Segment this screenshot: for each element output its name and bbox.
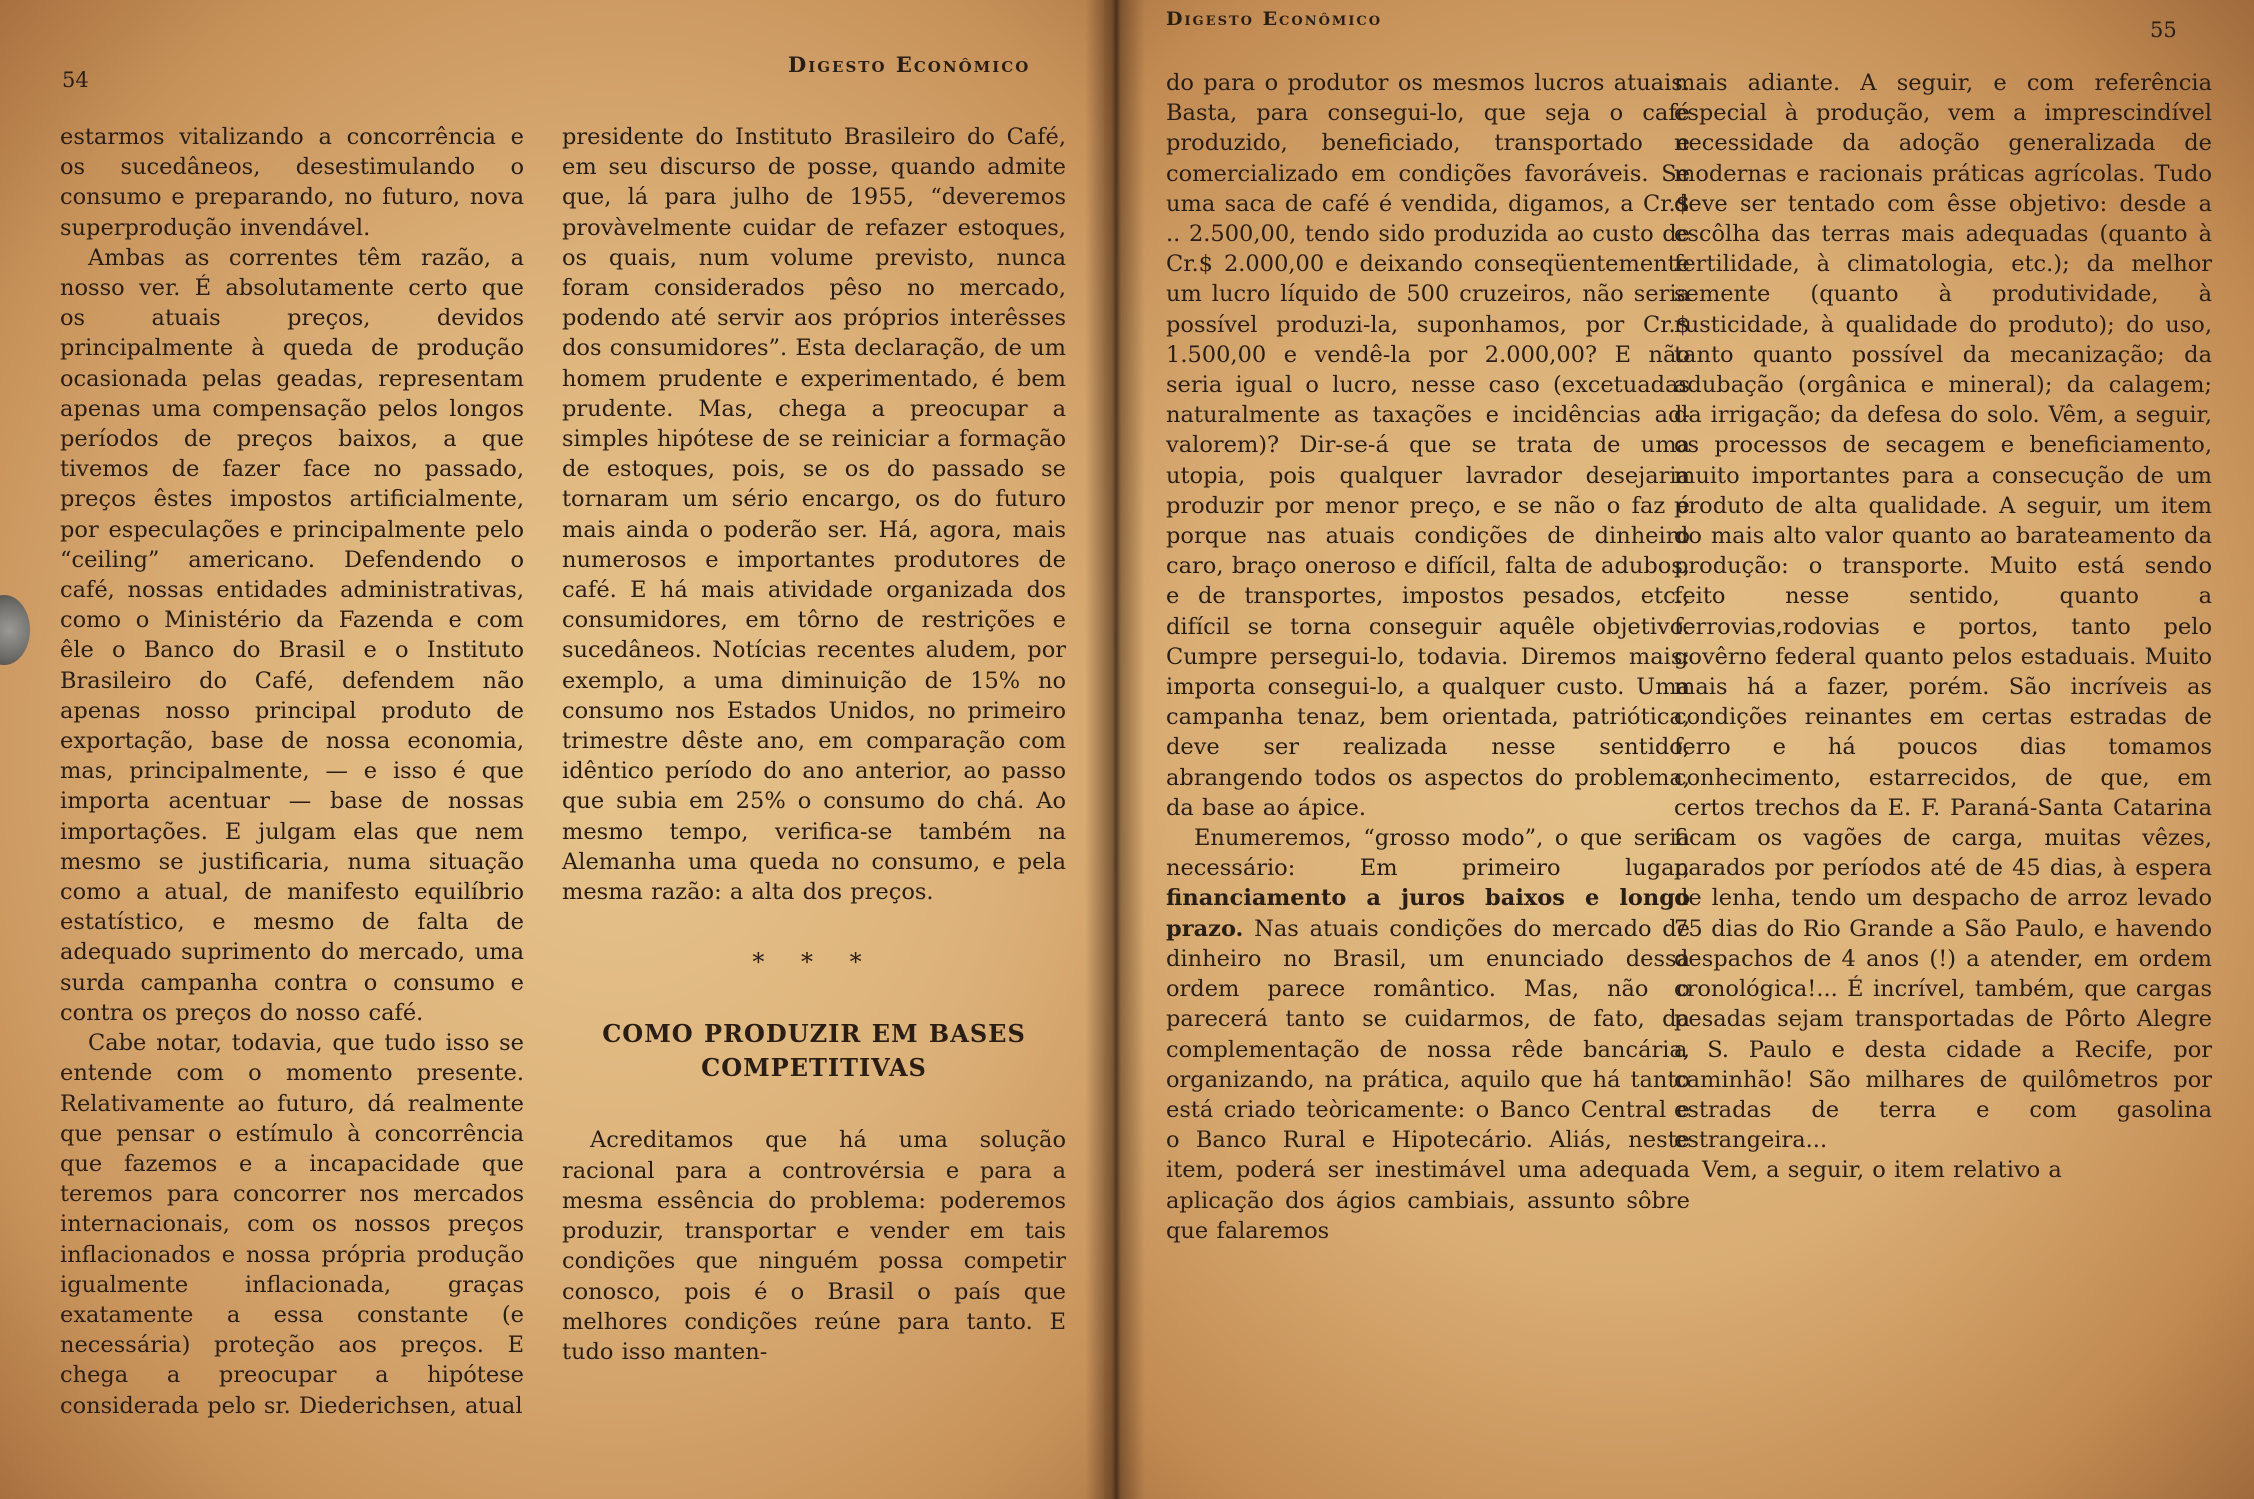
section-heading: COMO PRODUZIR EM BASES COMPETITIVAS [602,1019,1026,1083]
paragraph: Cabe notar, todavia, que tudo isso se entende com o momento presente. Relativamente ao futuro, dá realmente que pensar o estímulo à concorrência que fazemos e a incapacidade que teremos para concorrer nos mercados internacionais, com os nossos preços inflacionados e nossa própria produção igualmente inflacionada, graças exatamente a essa constante (e necessária) proteção aos preços. E chega a preocupar a hipótese considerada pelo sr. Diederichsen, atual [60,1030,524,1419]
text-run: Enumeremos, “grosso modo”, o que seria necessário: Em primeiro lugar, [1166,825,1690,882]
binder-hole [0,595,30,665]
section-separator: * * * [752,948,876,977]
right-column-1 [1166,68,1690,1246]
running-header-right: Digesto Econômico [1166,8,1383,30]
left-page [0,0,1120,1499]
paragraph: estarmos vitalizando a concorrência e os sucedâneos, desestimulando o consumo e preparando, no futuro, nova superprodução invendável. [60,124,524,241]
paragraph: presidente do Instituto Brasileiro do Café, em seu discurso de posse, quando admite que, lá para julho de 1955, “deveremos provàvelmente cuidar de refazer estoques, os quais, num volume previsto, nunca foram considerados pêso no mercado, podendo até servir aos próprios interêsses dos consumidores”. Esta declaração, de um homem prudente e experimentado, é bem prudente. Mas, chega a preocupar a simples hipótese de se reiniciar a formação de estoques, pois, se os do passado se tornaram um sério encargo, os do futuro mais ainda o poderão ser. Há, agora, mais numerosos e importantes produtores de café. E há mais atividade organizada dos consumidores, em tôrno de restrições e sucedâneos. Notícias recentes aludem, por exemplo, a uma diminuição de 15% no consumo nos Estados Unidos, no primeiro trimestre dêste ano, em comparação com idêntico período do ano anterior, ao passo que subia em 25% o consumo do chá. Ao mesmo tempo, verifica-se também na Alemanha uma queda no consumo, e pela mesma razão: a alta dos preços. [562,124,1066,906]
page-number-right: 55 [2150,18,2177,42]
left-column-1 [60,122,524,1421]
paragraph: Ambas as correntes têm razão, a nosso ver. É absolutamente certo que os atuais preços, devidos principalmente à queda de produção ocasionada pelas geadas, representam apenas uma compensação pelos longos períodos de preços baixos, a que tivemos de fazer face no passado, preços êstes impostos artificialmente, por especulações e principalmente pelo “ceiling” americano. Defendendo o café, nossas entidades administrativas, como o Ministério da Fazenda e com êle o Banco do Brasil e o Instituto Brasileiro do Café, defendem não apenas nosso principal produto de exportação, base de nossa economia, mas, principalmente, — e isso é que importa acentuar — base de nossas importações. E julgam elas que nem mesmo se justificaria, numa situação como a atual, de manifesto equilíbrio estatístico, e mesmo de falta de adequado suprimento do mercado, uma surda campanha contra o consumo e contra os preços do nosso café. [60,244,524,1026]
right-page [1104,0,2254,1499]
running-header-left: Digesto Econômico [788,52,1031,77]
right-column-2 [1674,68,2212,1186]
text-run: Nas atuais condições do mercado de dinheiro no Brasil, um enunciado dessa ordem parece romântico. Mas, não o parecerá tanto se cuidarmos, de fato, da complementação de nossa rêde bancária, organizando, na prática, aquilo que há tanto está criado teòricamente: o Banco Central e o Banco Rural e Hipotecário. Aliás, neste item, poderá ser inestimável uma adequada aplicação dos ágios cambiais, assunto sôbre que falaremos [1166,915,1690,1244]
paragraph [1166,823,1690,1246]
page-number-left: 54 [62,68,89,92]
left-column-2 [562,122,1066,1367]
bold-text: financiamento a juros baixos e longo prazo. [1166,885,1690,942]
paragraph: Acreditamos que há uma solução racional para a controvérsia e para a mesma essência do problema: poderemos produzir, transportar e vender em tais condições que ninguém possa competir conosco, pois é o Brasil o país que melhores condições reúne para tanto. E tudo isso manten- [562,1127,1066,1365]
paragraph: Vem, a seguir, o item relativo a [1702,1157,2062,1184]
paragraph: mais adiante. A seguir, e com referência especial à produção, vem a imprescindível necessidade da adoção generalizada de modernas e racionais práticas agrícolas. Tudo deve ser tentado com êsse objetivo: desde a escôlha das terras mais adequadas (quanto à fertilidade, à climatologia, etc.); da melhor semente (quanto à produtividade, à rusticidade, à qualidade do produto); do uso, tanto quanto possível da mecanização; da adubação (orgânica e mineral); da calagem; da irrigação; da defesa do solo. Vêm, a seguir, os processos de secagem e beneficiamento, muito importantes para a consecução de um produto de alta qualidade. A seguir, um item do mais alto valor quanto ao barateamento da produção: o transporte. Muito está sendo feito nesse sentido, quanto a ferrovias,rodovias e portos, tanto pelo govêrno federal quanto pelos estaduais. Muito mais há a fazer, porém. São incríveis as condições reinantes em certas estradas de ferro e há poucos dias tomamos conhecimento, estarrecidos, de que, em certos trechos da E. F. Paraná-Santa Catarina ficam os vagões de carga, muitas vêzes, parados por períodos até de 45 dias, à espera de lenha, tendo um despacho de arroz levado 75 dias do Rio Grande a São Paulo, e havendo despachos de 4 anos (!) a atender, em ordem cronológica!... É incrível, também, que cargas pesadas sejam transportadas de Pôrto Alegre a S. Paulo e desta cidade a Recife, por caminhão! São milhares de quilômetros por estradas de terra e com gasolina estrangeira... [1674,70,2212,1154]
paragraph: do para o produtor os mesmos lucros atuais. Basta, para consegui-lo, que seja o café produzido, beneficiado, transportado e comercializado em condições favoráveis. Se uma saca de café é vendida, digamos, a Cr.$ .. 2.500,00, tendo sido produzida ao custo de Cr.$ 2.000,00 e deixando conseqüentemente um lucro líquido de 500 cruzeiros, não seria possível produzi-la, suponhamos, por Cr.$ 1.500,00 e vendê-la por 2.000,00? E não seria igual o lucro, nesse caso (excetuadas naturalmente as taxações e incidências ad-valorem)? Dir-se-á que se trata de uma utopia, pois qualquer lavrador desejaria produzir por menor preço, e se não o faz é porque nas atuais condições de dinheiro caro, braço oneroso e difícil, falta de adubos, e de transportes, impostos pesados, etc., difícil se torna conseguir aquêle objetivo. Cumpre persegui-lo, todavia. Diremos mais: importa consegui-lo, a qualquer custo. Uma campanha tenaz, bem orientada, patriótica, deve ser realizada nesse sentido, abrangendo todos os aspectos do problema, da base ao ápice. [1166,70,1690,821]
